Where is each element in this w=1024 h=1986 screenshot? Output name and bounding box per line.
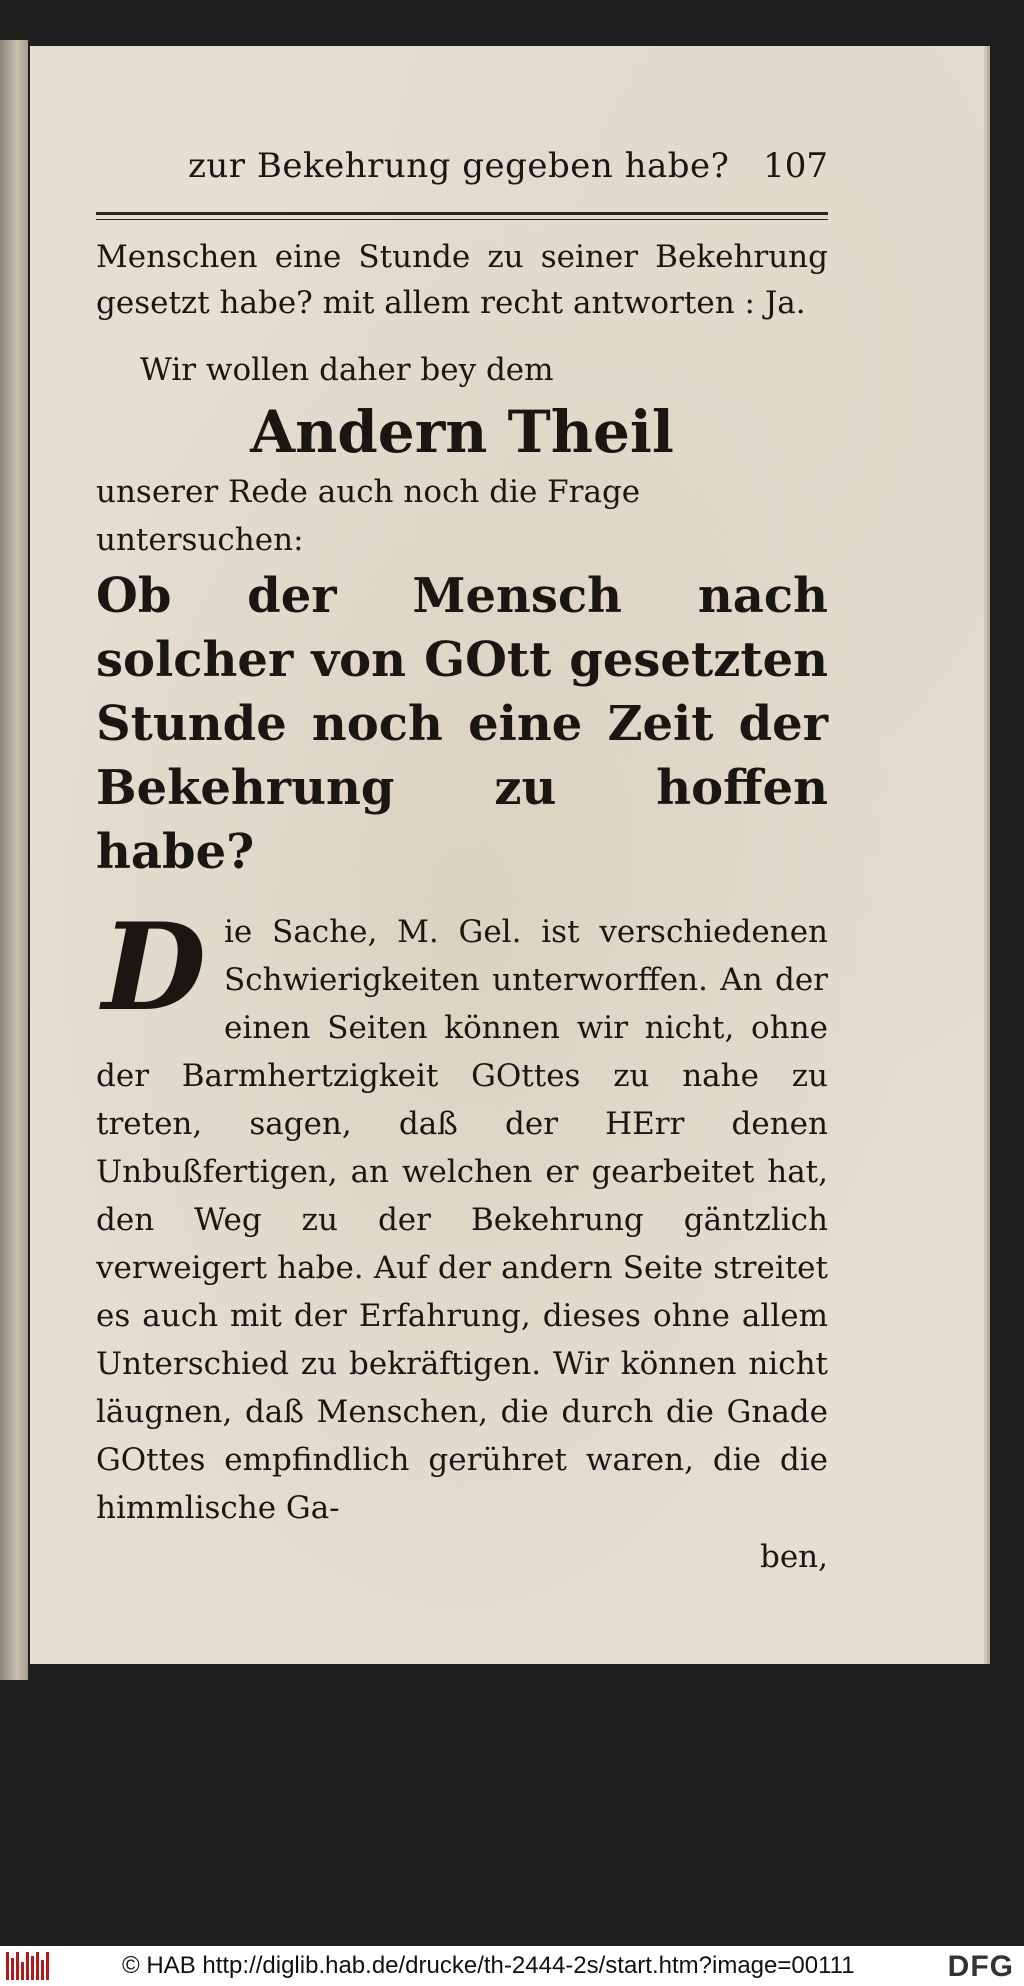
page-number: 107 bbox=[763, 146, 828, 186]
paragraph-text: ie Sache, M. Gel. ist verschiedenen Schwierigkeiten unterworffen. An der einen Seiten können wir nicht, ohne der Barmhertzigkeit GOttes zu nahe zu treten, sagen, daß der HErr denen Unbußfertigen, an welchen er gearbeitet hat, den Weg zu der Bekehrung gäntzlich verweigert habe. Auf der andern Seite streitet es auch mit der Erfahrung, dieses ohne allem Unterschied zu bekräftigen. Wir können nicht läugnen, daß Menschen, die durch die Gnade GOttes empfindlich gerühret waren, die die himmlische Ga- bbox=[96, 914, 828, 1526]
library-logo-icon bbox=[6, 1952, 50, 1980]
drop-cap-initial: D bbox=[101, 897, 207, 1038]
footer-copyright-link[interactable]: © HAB http://diglib.hab.de/drucke/th-2444-2s/start.htm?image=00111 bbox=[122, 1952, 855, 1979]
page-content bbox=[96, 146, 828, 1580]
dfg-logo: DFG bbox=[947, 1950, 1014, 1983]
header-rule bbox=[96, 212, 828, 215]
question-heading: Ob der Mensch nach solcher von GOtt gesetzten Stunde noch eine Zeit der Bekehrung zu hoffen habe? bbox=[96, 568, 828, 880]
sub-line: unserer Rede auch noch die Frage untersuchen: bbox=[96, 474, 641, 558]
viewer-footer bbox=[0, 1946, 1024, 1986]
book-spine-edge bbox=[0, 40, 28, 1680]
opening-text: Menschen eine Stunde zu seiner Bekehrung gesetzt habe? mit allem recht antworten : Ja. bbox=[96, 239, 828, 321]
lead-line: Wir wollen daher bey dem bbox=[140, 352, 554, 388]
book-page bbox=[30, 46, 984, 1664]
catchword: ben, bbox=[759, 1539, 828, 1575]
running-head bbox=[96, 146, 828, 206]
section-heading: Andern Theil bbox=[250, 398, 674, 466]
header-rule-thin bbox=[96, 219, 828, 220]
main-paragraph bbox=[96, 897, 828, 1532]
running-title: zur Bekehrung gegeben habe? bbox=[188, 146, 730, 186]
